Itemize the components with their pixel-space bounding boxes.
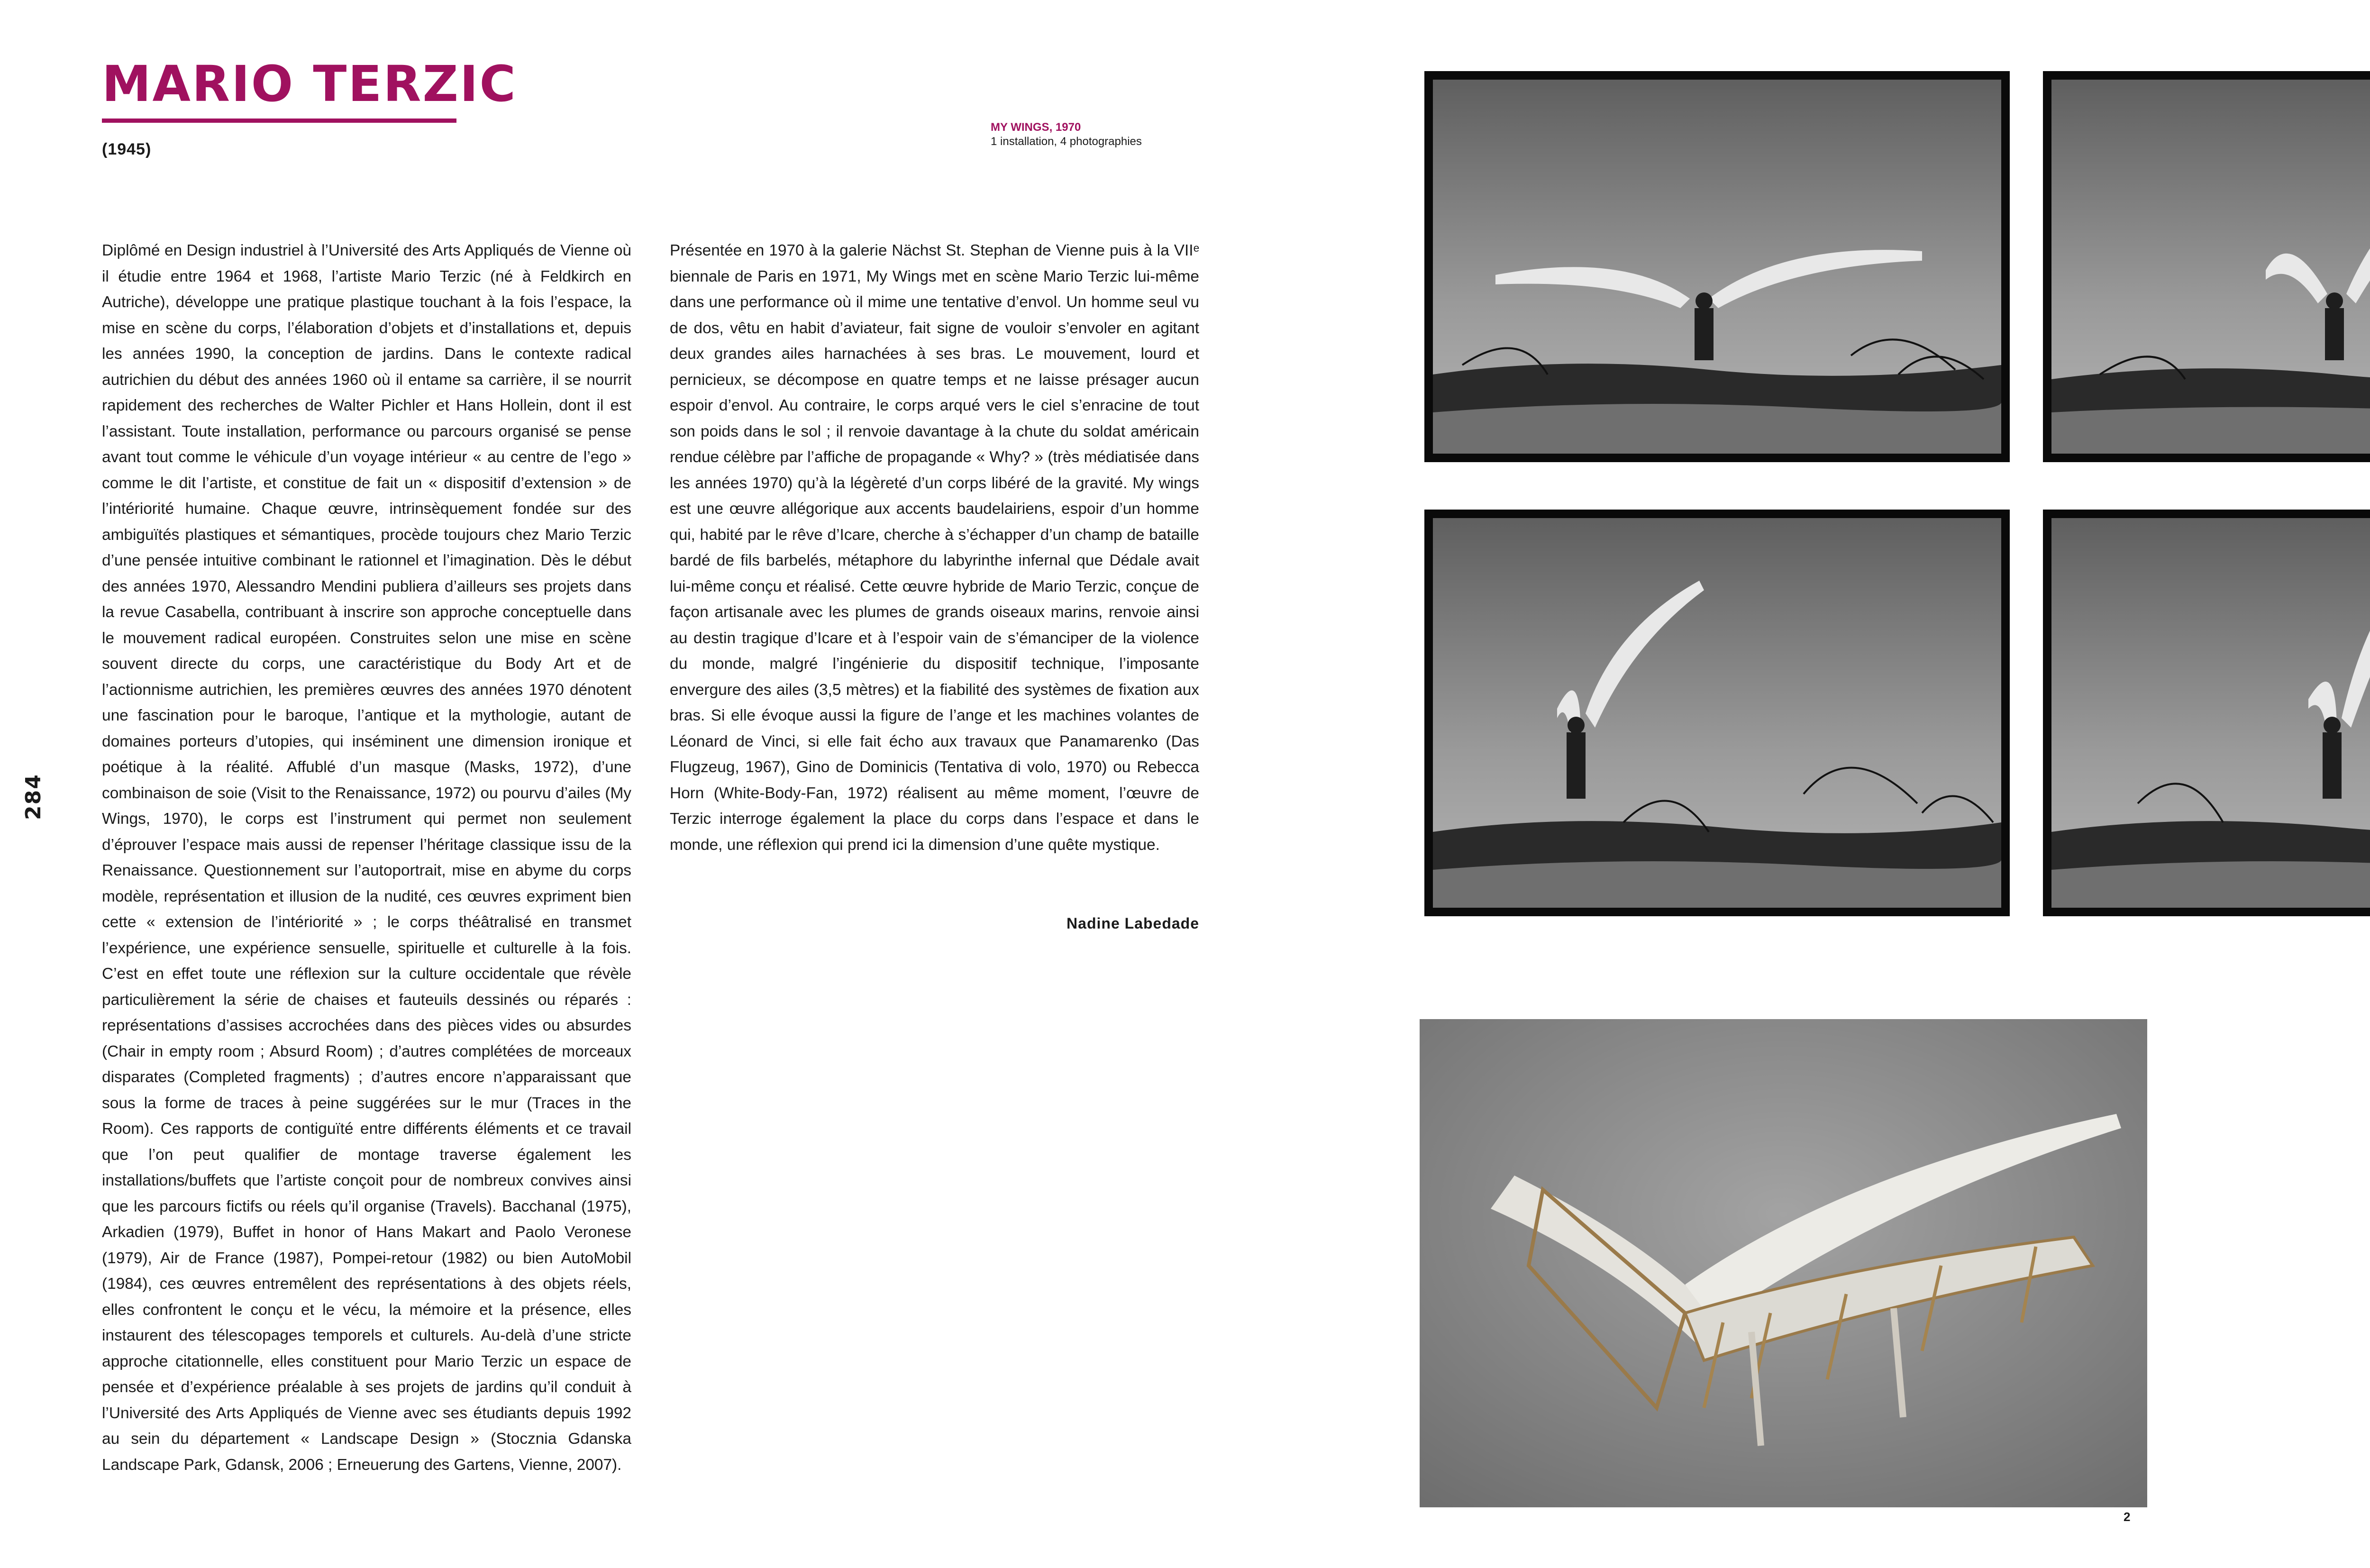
photo-wings-installation: [1420, 1019, 2147, 1507]
photo-wings-3: [1424, 510, 2010, 916]
text-column-1: [102, 238, 631, 1478]
page-number-left: 284: [21, 774, 46, 820]
title-underline: [102, 119, 456, 123]
text-column-2: [670, 238, 1199, 858]
work-caption-top: [991, 120, 1142, 149]
photo-wings-2: [2043, 71, 2370, 462]
photo-wings-4: [2043, 510, 2370, 916]
artist-name: MARIO TERZIC: [102, 55, 517, 113]
photo-wings-1: [1424, 71, 2010, 462]
work-title: MY WINGS, 1970: [991, 121, 1081, 134]
paragraph: Diplômé en Design industriel à l’Université des Arts Appliqués de Vienne où il étudie entre 1964 et 1968, l’artiste Mario Terzic (né à Feldkirch en Autriche), développe une pratique plastique touchant à la fois l’espace, la mise en scène du corps, l’élaboration d’objets et d’installations et, depuis les années 1990, la conception de jardins. Dans le contexte radical autrichien du début des années 1960 où il entame sa carrière, il se nourrit rapidement des recherches de Walter Pichler et Hans Hollein, dont il est l’assistant. Toute installation, performance ou parcours organisé se pense avant tout comme le véhicule d’un voyage intérieur « au centre de l’ego » comme le dit l’artiste, et constitue de fait un « dispositif d’extension » de l’intériorité humaine. Chaque œuvre, intrinsèquement fondée sur des ambiguïtés plastiques et sémantiques, procède toujours chez Mario Terzic d’une pensée intuitive combinant le rationnel et l’imagination. Dès le début des années 1970, Alessandro Mendini publiera d’ailleurs ses projets dans la revue Casabella, contribuant à inscrire son approche conceptuelle dans le mouvement radical européen. Construites selon une mise en scène souvent directe du corps, une caractéristique du Body Art et de l’actionnisme autrichien, les premières œuvres des années 1970 dénotent une fascination pour le baroque, l’antique et la mythologie, autant de domaines porteurs d’utopies, qui inséminent une dimension ironique et poétique à la réalité. Affublé d’un masque (Masks, 1972), d’une combinaison de soie (Visit to the Renaissance, 1972) ou pourvu d’ailes (My Wings, 1970), le corps est l’instrument qui permet non seulement d’éprouver l’espace mais aussi de repenser l’héritage classique issu de la Renaissance. Questionnement sur l’autoportrait, mise en abyme du corps modèle, représentation et illusion de la nudité, ces œuvres expriment bien cette « extension de l’intériorité » ; le corps théâtralisé en transmet l’expérience, une expérience sensuelle, spirituelle et culturelle à la fois. C’est en effet toute une réflexion sur la culture occidentale que révèle particulièrement la série de chaises et fauteuils dessinés ou réparés : représentations d’assises accrochées dans des pièces vides ou absurdes (Chair in empty room ; Absurd Room) ; d’autres complétées de morceaux disparates (Completed fragments) ; d’autres encore n’apparaissant que sous la forme de traces à peine suggérées sur le mur (Traces in the Room). Ces rapports de contiguïté entre différents éléments et ce travail que l’on peut qualifier de montage traverse également les installations/buffets que l’artiste conçoit pour de nombreux convives ainsi que les parcours fictifs ou réels qu’il organise (Travels). Bacchanal (1975), Arkadien (1979), Buffet in honor of Hans Makart and Paolo Veronese (1979), Air de France (1987), Pompei-retour (1982) ou bien AutoMobil (1984), ces œuvres entremêlent des représentations à des objets réels, elles confrontent le conçu et le vécu, la mémoire et la présence, elles instaurent des télescopages temporels et culturels. Au-delà d’une stricte approche citationnelle, elles constituent pour Mario Terzic un espace de pensée et d’expérience préalable à ses projets de jardins qu’il conduit à l’Université des Arts Appliqués de Vienne avec ses étudiants depuis 1992 au sein du département « Landscape Design » (Stocznia Gdanska Landscape Park, Gdansk, 2006 ; Erneuerung des Gartens, Vienne, 2007).: [102, 242, 631, 1474]
artist-dates: (1945): [102, 140, 152, 158]
author-signature: Nadine Labedade: [1066, 915, 1199, 932]
work-subtitle: 1 installation, 4 photographies: [991, 135, 1142, 148]
figure-number-2: 2: [2124, 1510, 2131, 1524]
paragraph: Présentée en 1970 à la galerie Nächst St. Stephan de Vienne puis à la VIIᵉ biennale de Paris en 1971, My Wings met en scène Mario Terzic lui-même dans une performance où il mime une tentative d’envol. Un homme seul vu de dos, vêtu en habit d’aviateur, fait signe de vouloir s’envoler en agitant deux grandes ailes harnachées à ses bras. Le mouvement, lourd et pernicieux, se décompose en quatre temps et ne laisse présager aucun espoir d’envol. Au contraire, le corps arqué vers le ciel s’enracine de tout son poids dans le sol ; il renvoie davantage à la chute du soldat américain rendue célèbre par l’affiche de propagande « Why? » (très médiatisée dans les années 1970) qu’à la légèreté d’un corps libéré de la gravité. My wings est une œuvre allégorique aux accents baudelairiens, espoir d’un homme qui, habité par le rêve d’Icare, cherche à s’échapper d’un champ de bataille bardé de fils barbelés, métaphore du labyrinthe infernal que Dédale avait lui-même conçu et réalisé. Cette œuvre hybride de Mario Terzic, conçue de façon artisanale avec les plumes de grands oiseaux marins, renvoie ainsi au destin tragique d’Icare et à l’espoir vain de s’émanciper de la violence du monde, malgré l’ingénierie du dispositif technique, l’imposante envergure des ailes (3,5 mètres) et la fiabilité des systèmes de fixation aux bras. Si elle évoque aussi la figure de l’ange et les machines volantes de Léonard de Vinci, si elle fait écho aux travaux que Panamarenko (Das Flugzeug, 1967), Gino de Dominicis (Tentativa di volo, 1970) ou Rebecca Horn (White-Body-Fan, 1972) réalisent au même moment, l’œuvre de Terzic interroge également la place du corps dans l’espace et dans le monde, une réflexion qui prend ici la dimension d’une quête mystique.: [670, 242, 1199, 854]
